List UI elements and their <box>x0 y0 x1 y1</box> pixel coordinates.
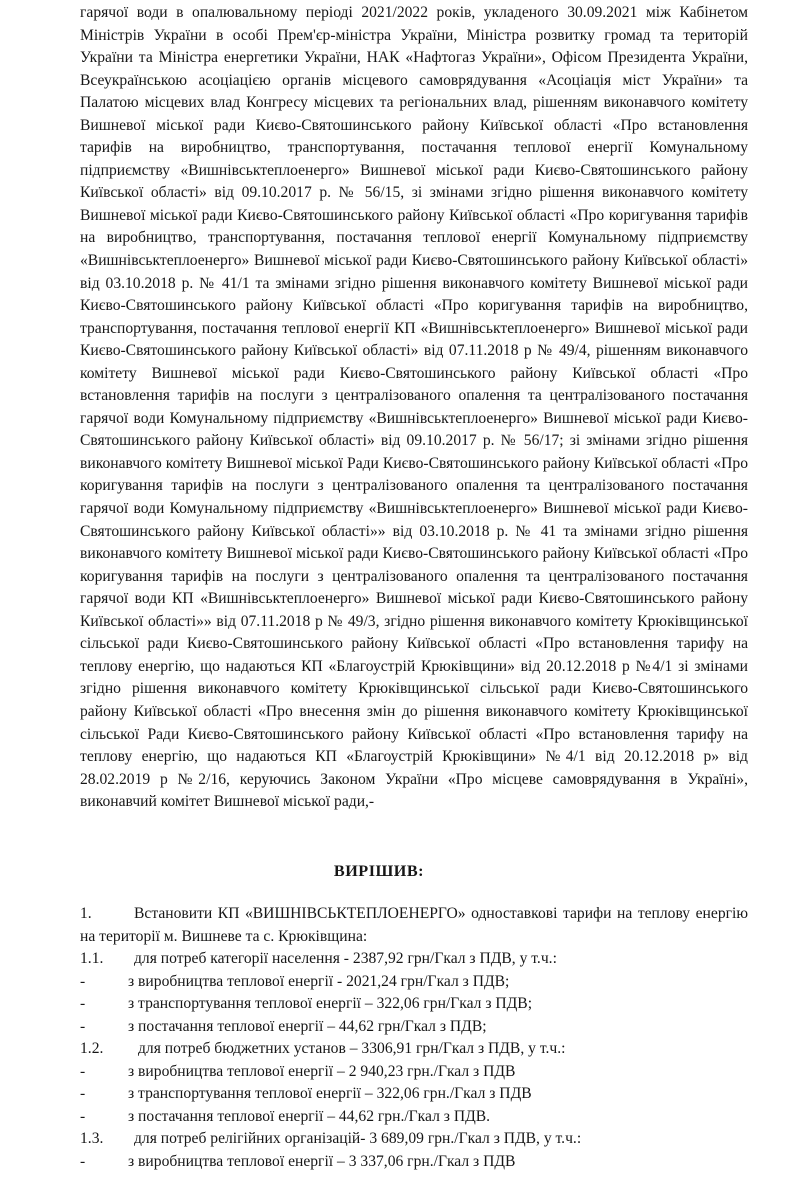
preamble-paragraph: гарячої води в опалювальному періоді 2021/2022 років, укладеного 30.09.2021 між Кабінетом Міністрів України в особі Прем'єр-міністра України, Міністра розвитку громад та територій України та Міністра енергетики України, НАК «Нафтогаз України», Офісом Президента України, Всеукраїнською асоціацією органів місцевого самоврядування «Асоціація міст України» та Палатою місцевих влад Конгресу місцевих та регіональних влад, рішенням виконавчого комітету Вишневої міської ради Києво-Святошинського району Київської області «Про встановлення тарифів на виробництво, транспортування, постачання теплової енергії Комунальному підприємству «Вишнівськтеплоенерго» Вишневої міської ради Києво-Святошинського району Київської області» від 09.10.2017 р. № 56/15, зі змінами згідно рішення виконавчого комітету Вишневої міської ради Києво-Святошинського району Київської області «Про коригування тарифів на виробництво, транспортування, постачання теплової енергії Комунальному підприємству «Вишнівськтеплоенерго» Вишневої міської ради Києво-Святошинського району Київської області» від 03.10.2018 р. № 41/1 та змінами згідно рішення виконавчого комітету Вишневої міської ради Києво-Святошинського району Київської області «Про коригування тарифів на виробництво, транспортування, постачання теплової енергії КП «Вишнівськтеплоенерго» Вишневої міської ради Києво-Святошинського району Київської області» від 07.11.2018 р № 49/4, рішенням виконавчого комітету Вишневої міської ради Києво-Святошинського району Київської області «Про встановлення тарифів на послуги з централізованого опалення та централізованого постачання гарячої води Комунальному підприємству «Вишнівськтеплоенерго» Вишневої міської ради Києво-Святошинського району Київської області» від 09.10.2017 р. № 56/17; зі змінами згідно рішення виконавчого комітету Вишневої міської Ради Києво-Святошинського району Київської області «Про коригування тарифів на послуги з централізованого опалення та централізованого постачання гарячої води Комунальному підприємству «Вишнівськтеплоенерго» Вишневої міської ради Києво-Святошинського району Київської області»» від 03.10.2018 р. № 41 та змінами згідно рішення виконавчого комітету Вишневої міської ради Києво-Святошинського району Київської області «Про коригування тарифів на послуги з централізованого опалення та централізованого постачання гарячої води КП «Вишнівськтеплоенерго» Вишневої міської ради Києво-Святошинського району Київської області»» від 07.11.2018 р № 49/3, згідно рішення виконавчого комітету Крюківщинської сільської ради Києво-Святошинського району Київської області «Про встановлення тарифу на теплову енергію, що надаються КП «Благоустрій Крюківщини» від 20.12.2018 р №4/1 зі змінами згідно рішення виконавчого комітету Крюківщинської сільської ради Києво-Святошинського району Київської області «Про внесення змін до рішення виконавчого комітету Крюківщинської сільської Ради Києво-Святошинського району Київської області «Про встановлення тарифу на теплову енергію, що надаються КП «Благоустрій Крюківщини» №4/1 від 20.12.2018 р» від 28.02.2019 р №2/16, керуючись Законом України «Про місцеве самоврядування в Україні», виконавчий комітет Вишневої міської ради,- <box>80 4 748 811</box>
subitem-1-3 <box>80 1128 748 1151</box>
dash-marker: - <box>80 1107 86 1125</box>
subitem-text: для потреб релігійних організацій- 3 689,09 грн./Гкал з ПДВ, у т.ч.: <box>134 1130 582 1148</box>
subitem-1-1 <box>80 948 748 971</box>
list-item-text: з постачання теплової енергії – 44,62 грн./Гкал з ПДВ. <box>128 1107 491 1125</box>
dash-marker: - <box>80 1153 86 1171</box>
list-item-text: з транспортування теплової енергії – 322,06 грн./Гкал з ПДВ <box>128 1085 532 1103</box>
list-item-text: з транспортування теплової енергії – 322,06 грн/Гкал з ПДВ; <box>128 995 533 1013</box>
dash-marker: - <box>80 995 86 1013</box>
subitem-number: 1.1. <box>80 950 104 968</box>
dash-marker: - <box>80 1085 86 1103</box>
subitem-text: для потреб бюджетних установ – 3306,91 грн/Гкал з ПДВ, у т.ч.: <box>138 1040 566 1058</box>
list-item-text: з виробництва теплової енергії – 2 940,23 грн./Гкал з ПДВ <box>128 1062 516 1080</box>
list-item <box>80 971 748 994</box>
item-text: Встановити КП «ВИШНІВСЬКТЕПЛОЕНЕРГО» одноставкові тарифи на теплову енергію на території м. Вишневе та с. Крюківщина: <box>80 905 748 945</box>
list-item-text: з виробництва теплової енергії - 2021,24 грн/Гкал з ПДВ; <box>128 972 510 990</box>
subitem-number: 1.2. <box>80 1040 104 1058</box>
list-item <box>80 1016 748 1039</box>
list-item <box>80 1106 748 1129</box>
list-item <box>80 1061 748 1084</box>
subitem-number: 1.3. <box>80 1130 104 1148</box>
list-item-text: з постачання теплової енергії – 44,62 грн/Гкал з ПДВ; <box>128 1017 487 1035</box>
list-item <box>80 1151 748 1174</box>
list-item-text: з виробництва теплової енергії – 3 337,06 грн./Гкал з ПДВ <box>128 1153 516 1171</box>
list-item <box>80 1083 748 1106</box>
subitem-text: для потреб категорії населення - 2387,92 грн/Гкал з ПДВ, у т.ч.: <box>134 950 557 968</box>
subitem-1-2 <box>80 1038 748 1061</box>
decision-section <box>80 903 748 1174</box>
dash-marker: - <box>80 1017 86 1035</box>
dash-marker: - <box>80 1062 86 1080</box>
list-item <box>80 993 748 1016</box>
item-number: 1. <box>80 905 92 922</box>
dash-marker: - <box>80 972 86 990</box>
decision-item-1 <box>80 903 748 948</box>
decision-heading: ВИРІШИВ: <box>333 862 425 880</box>
